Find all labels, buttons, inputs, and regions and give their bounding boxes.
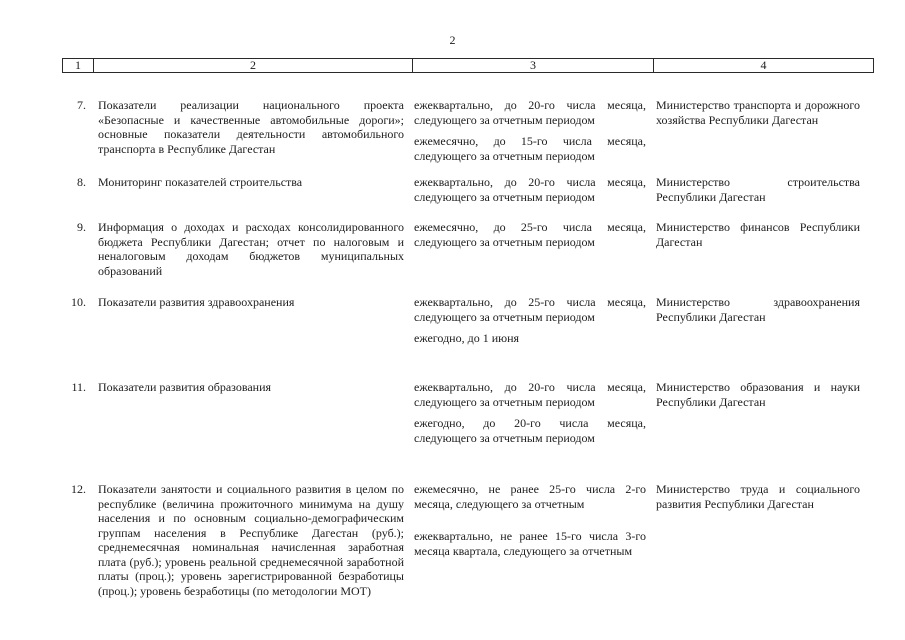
row-term: ежеквартально, до 20-го числа месяца, следующего за отчетным периодом [414,175,646,204]
row-indicator-name: Показатели реализации национального проекта «Безопасные и качественные автомобильные дороги»; основные показатели деятельности автомобильного транспорта в Республике Дагестан [98,98,404,156]
row-number: 11. [71,380,86,394]
row-indicator-name: Информация о доходах и расходах консолидированного бюджета Республики Дагестан; отчет по налоговым и неналоговым доходам бюджетов муниципальных образований [98,220,404,278]
row-term: ежемесячно, не ранее 25-го числа 2-го месяца, следующего за отчетным [414,482,646,511]
row-terms [414,220,646,256]
row-terms [414,380,646,452]
row-organization: Министерство труда и социального развития Республики Дагестан [656,482,860,511]
row-term: ежеквартально, до 25-го числа месяца, следующего за отчетным периодом [414,295,646,324]
row-terms [414,175,646,211]
row-term: ежеквартально, не ранее 15-го числа 3-го месяца квартала, следующего за отчетным [414,529,646,558]
page-number: 2 [449,33,456,47]
row-term: ежегодно, до 20-го числа месяца, следующего за отчетным периодом [414,416,646,445]
table-header [62,58,874,73]
row-term: ежемесячно, до 15-го числа месяца, следующего за отчетным периодом [414,134,646,163]
row-term: ежегодно, до 1 июня [414,331,520,345]
row-term: ежеквартально, до 20-го числа месяца, следующего за отчетным периодом [414,98,646,127]
row-number: 7. [77,98,86,112]
row-organization: Министерство здравоохранения Республики Дагестан [656,295,860,324]
row-terms [414,295,646,353]
row-number: 9. [77,220,86,234]
row-terms [414,482,646,565]
row-organization: Министерство финансов Республики Дагестан [656,220,860,249]
row-indicator-name: Мониторинг показателей строительства [98,175,303,189]
header-col-2: 2 [94,59,413,72]
row-indicator-name: Показатели занятости и социального развития в целом по республике (величина прожиточного минимума на душу населения и по основным социально-демографическим группам населения в Республике Дагестан (руб.); среднемесячная номинальная начисленная заработная плата (руб.); уровень реальной среднемесячной заработной платы (проц.); уровень зарегистрированной безработицы (проц.); уровень безработицы (по методологии МОТ) [98,482,404,598]
row-indicator-name: Показатели развития здравоохранения [98,295,295,309]
header-col-3: 3 [413,59,654,72]
row-term: ежеквартально, до 20-го числа месяца, следующего за отчетным периодом [414,380,646,409]
row-organization: Министерство транспорта и дорожного хозяйства Республики Дагестан [656,98,860,127]
row-number: 10. [71,295,86,309]
row-organization: Министерство образования и науки Республики Дагестан [656,380,860,409]
row-term: ежемесячно, до 25-го числа месяца, следующего за отчетным периодом [414,220,646,249]
row-indicator-name: Показатели развития образования [98,380,272,394]
header-col-4: 4 [760,58,767,72]
header-col-1: 1 [63,59,94,72]
row-number: 12. [71,482,86,496]
row-terms [414,98,646,170]
row-number: 8. [77,175,86,189]
row-organization: Министерство строительства Республики Дагестан [656,175,860,204]
